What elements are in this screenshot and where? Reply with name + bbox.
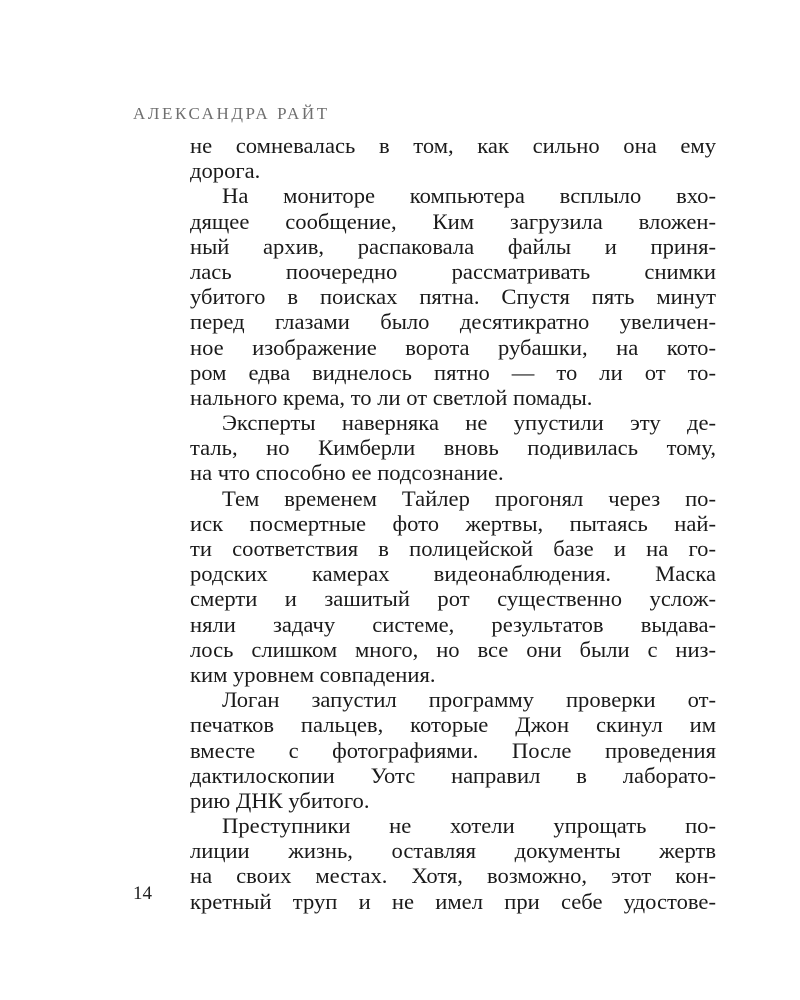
text-line: дорога.: [190, 158, 261, 184]
text-line: рию ДНК убитого.: [190, 787, 370, 813]
running-head-author: АЛЕКСАНДРА РАЙТ: [133, 104, 330, 123]
text-line: няли задачу системе, результатов выдава-: [190, 611, 716, 637]
text-line: Преступники не хотели упрощать по-: [222, 813, 716, 839]
text-line: ное изображение ворота рубашки, на кото-: [190, 334, 716, 360]
text-line: ким уровнем совпадения.: [190, 661, 436, 687]
text-line: вместе с фотографиями. После проведения: [190, 737, 716, 763]
text-line: На мониторе компьютера всплыло вхо-: [222, 183, 716, 209]
text-line: лось слишком много, но все они были с низ-: [190, 636, 716, 662]
text-line: дактилоскопии Уотс направил в лаборато-: [190, 762, 716, 788]
text-line: иск посмертные фото жертвы, пытаясь най-: [190, 510, 716, 536]
text-line: кретный труп и не имел при себе удостове-: [190, 888, 716, 914]
text-line: ром едва виднелось пятно — то ли от то-: [190, 359, 716, 385]
text-line: Эксперты наверняка не упустили эту де-: [222, 410, 716, 436]
text-line: на своих местах. Хотя, возможно, этот кон-: [190, 863, 716, 889]
text-line: лиции жизнь, оставляя документы жертв: [190, 838, 716, 864]
text-line: на что способно ее подсознание.: [190, 460, 504, 486]
page-number: 14: [133, 883, 152, 904]
text-line: лась поочередно рассматривать снимки: [190, 258, 716, 284]
text-line: смерти и зашитый рот существенно услож-: [190, 586, 716, 612]
text-line: перед глазами было десятикратно увеличен-: [190, 309, 716, 335]
text-line: печатков пальцев, которые Джон скинул им: [190, 712, 716, 738]
text-line: нального крема, то ли от светлой помады.: [190, 384, 593, 410]
text-line: убитого в поисках пятна. Спустя пять минут: [190, 284, 716, 310]
text-line: не сомневалась в том, как сильно она ему: [190, 133, 716, 158]
body-text: [190, 133, 716, 914]
text-line: Логан запустил программу проверки от-: [222, 687, 716, 713]
text-line: ти соответствия в полицейской базе и на го-: [190, 536, 716, 561]
text-line: Тем временем Тайлер прогонял через по-: [222, 485, 716, 511]
text-line: родских камерах видеонаблюдения. Маска: [190, 561, 716, 587]
text-line: таль, но Кимберли вновь подивилась тому,: [190, 435, 716, 461]
text-line: ный архив, распаковала файлы и приня-: [190, 233, 716, 259]
text-line: дящее сообщение, Ким загрузила вложен-: [190, 208, 716, 234]
